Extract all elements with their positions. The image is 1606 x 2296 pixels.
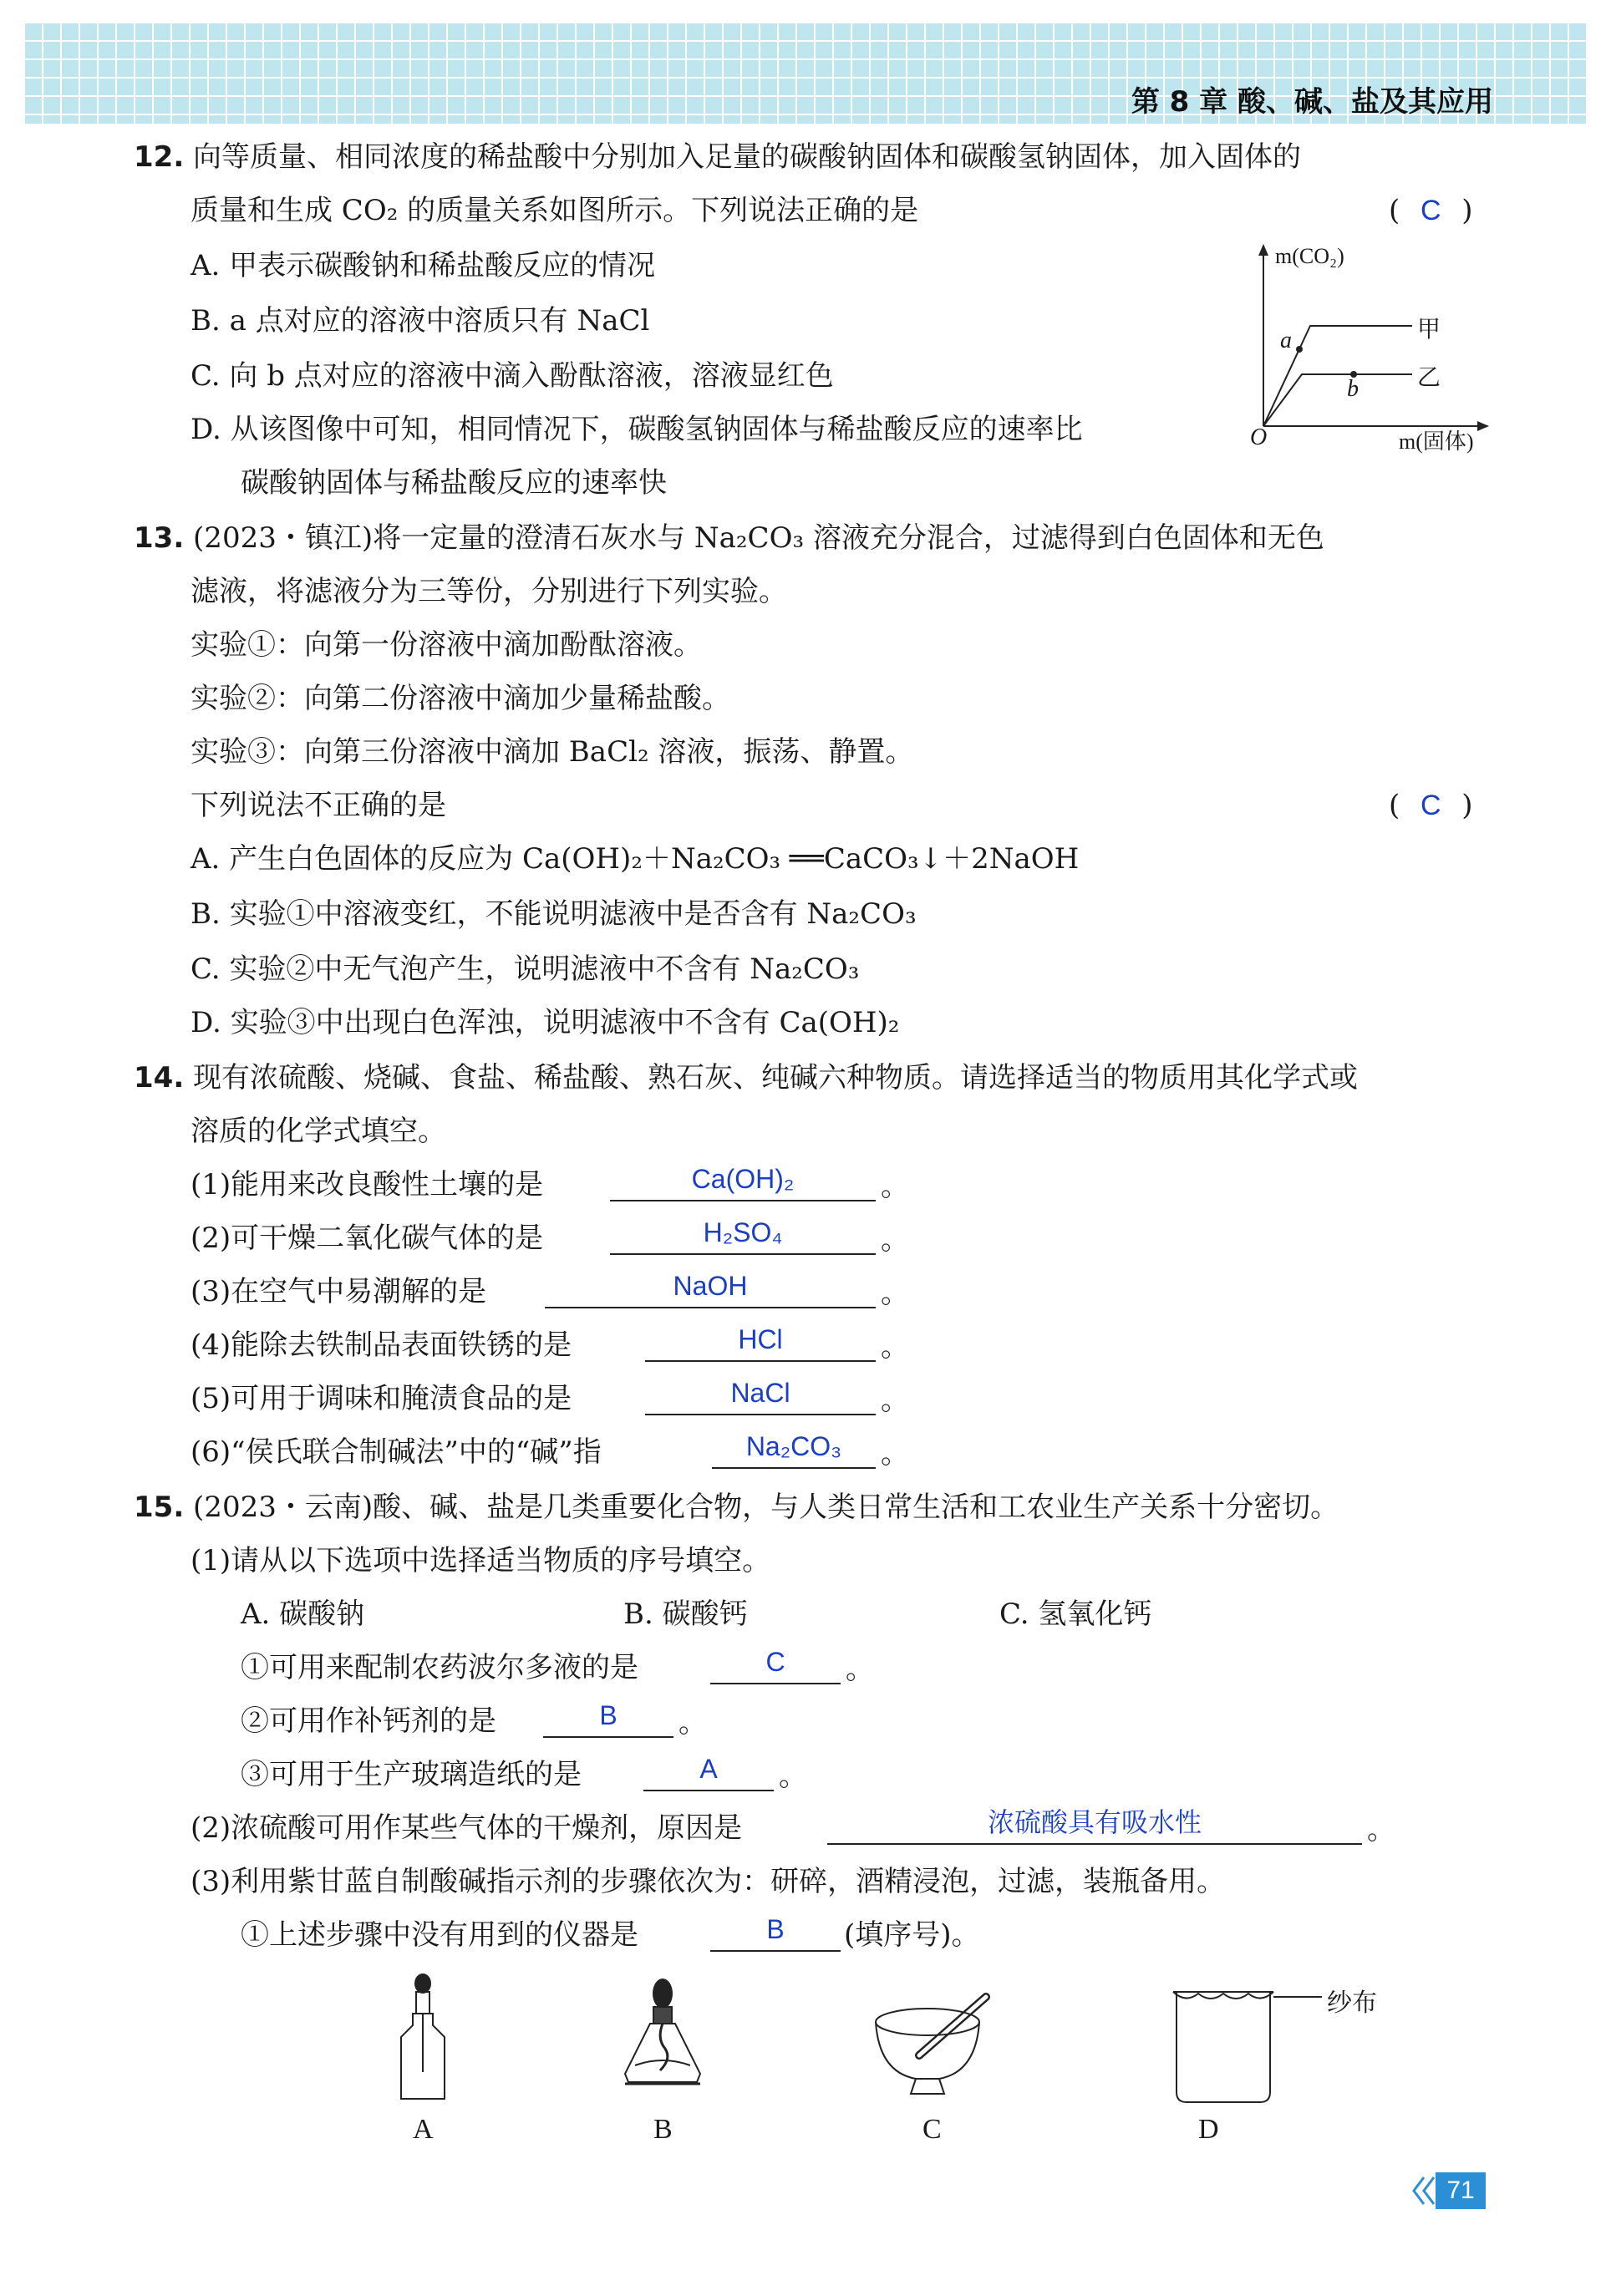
q12-answer: C (1420, 195, 1441, 226)
q12-answer-bracket: ( C ) (1389, 194, 1473, 227)
q15-sub3-period: 。 (779, 1760, 807, 1793)
apparatus-label-b: B (653, 2114, 673, 2145)
apparatus-d-beaker-gauze (1165, 1985, 1282, 2111)
q15-choice-a: A. 碳酸钠 (241, 1598, 365, 1631)
q12-option-b: B. a 点对应的溶液中溶质只有 NaCl (191, 304, 650, 338)
q14-item3: (3)在空气中易潮解的是 (191, 1275, 487, 1308)
apparatus-c-mortar-pestle (869, 1980, 1003, 2106)
q13-stem-line1 (134, 520, 1324, 556)
graph-x-label: m(固体) (1399, 429, 1474, 454)
q14-answer5: NaCl (645, 1377, 876, 1415)
q15-sub1: ①可用来配制农药波尔多液的是 (241, 1651, 638, 1684)
q15-part3: (3)利用紫甘蓝自制酸碱指示剂的步骤依次为：研碎，酒精浸泡，过滤，装瓶备用。 (191, 1865, 1226, 1898)
q15-sub1-answer: C (710, 1646, 841, 1684)
q13-stem2: 滤液，将滤液分为三等份，分别进行下列实验。 (191, 575, 787, 608)
q13-option-a: A. 产生白色固体的反应为 Ca(OH)₂＋Na₂CO₃ ══CaCO₃↓＋2NaOH (191, 842, 1080, 876)
apparatus-b-alcohol-lamp (617, 1972, 709, 2106)
q12-stem1: 向等质量、相同浓度的稀盐酸中分别加入足量的碳酸钠固体和碳酸氢钠固体，加入固体的 (193, 140, 1302, 174)
q14-period2: 。 (881, 1223, 909, 1257)
q15-part2-answer: 浓硫酸具有吸水性 (827, 1806, 1362, 1845)
q12-option-c: C. 向 b 点对应的溶液中滴入酚酞溶液，溶液显红色 (191, 359, 834, 393)
q13-option-b: B. 实验①中溶液变红，不能说明滤液中是否含有 Na₂CO₃ (191, 897, 917, 931)
apparatus-a-dropper-bottle (389, 1972, 456, 2106)
graph-label-a: a (1280, 328, 1292, 353)
q14-period1: 。 (881, 1170, 909, 1203)
line-yi (1263, 374, 1412, 426)
q13-answer-bracket: ( C ) (1389, 789, 1473, 822)
q15-stem: (2023・云南)酸、碱、盐是几类重要化合物，与人类日常生活和工农业生产关系十分密切。 (193, 1491, 1339, 1524)
q14-number: 14. (134, 1061, 185, 1095)
q15-sub3-answer: A (643, 1753, 774, 1791)
q13-answer: C (1420, 790, 1441, 821)
q13-stem1: (2023・镇江)将一定量的澄清石灰水与 Na₂CO₃ 溶液充分混合，过滤得到白色固体和无色 (193, 521, 1324, 555)
q14-period3: 。 (881, 1277, 909, 1310)
q15-sub2-answer: B (543, 1699, 673, 1738)
q13-question: 下列说法不正确的是 (191, 789, 446, 822)
apparatus-label-a: A (413, 2114, 434, 2145)
chapter-title: 第 8 章 酸、碱、盐及其应用 (1131, 85, 1493, 119)
q15-part3-suffix: (填序号)。 (844, 1918, 980, 1952)
graph-y-label: m(CO₂) (1275, 244, 1344, 268)
gauze-label: 纱布 (1327, 1989, 1377, 2017)
graph-label-jia: 甲 (1417, 317, 1441, 343)
q15-part3-answer: B (710, 1913, 841, 1952)
q14-answer2: H₂SO₄ (610, 1217, 876, 1255)
q13-option-d: D. 实验③中出现白色浑浊，说明滤液中不含有 Ca(OH)₂ (191, 1006, 900, 1039)
q14-period6: 。 (881, 1437, 909, 1471)
q13-exp3: 实验③：向第三份溶液中滴加 BaCl₂ 溶液，振荡、静置。 (191, 735, 914, 769)
apparatus-label-d: D (1198, 2114, 1219, 2145)
page-number: 71 (1436, 2172, 1486, 2209)
q12-option-a: A. 甲表示碳酸钠和稀盐酸反应的情况 (191, 249, 656, 282)
q13-exp1: 实验①：向第一份溶液中滴加酚酞溶液。 (191, 628, 702, 662)
q12-number: 12. (134, 140, 185, 174)
q15-sub2-period: 。 (678, 1706, 707, 1740)
point-a (1296, 346, 1303, 353)
q15-part3-q: ①上述步骤中没有用到的仪器是 (241, 1918, 638, 1952)
q14-answer4: HCl (645, 1323, 876, 1362)
q14-stem2: 溶质的化学式填空。 (191, 1115, 446, 1148)
q15-stem-line (134, 1489, 1339, 1526)
gauze-pointer-line (1275, 1995, 1325, 2000)
graph-origin: O (1250, 424, 1268, 450)
q14-period5: 。 (881, 1384, 909, 1417)
q14-answer6: Na₂CO₃ (712, 1430, 876, 1469)
q14-item2: (2)可干燥二氧化碳气体的是 (191, 1222, 544, 1255)
q13-exp2: 实验②：向第二份溶液中滴加少量稀盐酸。 (191, 682, 730, 715)
q13-option-c: C. 实验②中无气泡产生，说明滤液中不含有 Na₂CO₃ (191, 952, 860, 986)
q13-number: 13. (134, 521, 185, 555)
q14-item6: (6)“侯氏联合制碱法”中的“碱”指 (191, 1435, 602, 1469)
q12-stem-line1 (134, 139, 1301, 175)
q14-item1: (1)能用来改良酸性土壤的是 (191, 1168, 544, 1201)
q14-period4: 。 (881, 1330, 909, 1364)
q15-sub2: ②可用作补钙剂的是 (241, 1704, 496, 1738)
q12-stem2: 质量和生成 CO₂ 的质量关系如图所示。下列说法正确的是 (191, 194, 919, 227)
q15-part2: (2)浓硫酸可用作某些气体的干燥剂，原因是 (191, 1811, 743, 1845)
x-axis-arrow (1477, 421, 1489, 431)
q14-answer3: NaOH (545, 1270, 876, 1308)
q15-sub1-period: 。 (846, 1653, 874, 1686)
graph-label-b: b (1347, 376, 1359, 402)
q15-part2-period: 。 (1367, 1813, 1395, 1846)
q14-answer1: Ca(OH)₂ (610, 1163, 876, 1201)
q14-item4: (4)能除去铁制品表面铁锈的是 (191, 1328, 572, 1362)
graph-label-yi: 乙 (1417, 365, 1441, 391)
q15-choice-c: C. 氢氧化钙 (999, 1598, 1152, 1631)
q14-stem1: 现有浓硫酸、烧碱、食盐、稀盐酸、熟石灰、纯碱六种物质。请选择适当的物质用其化学式或 (193, 1061, 1359, 1095)
q15-number: 15. (134, 1491, 185, 1524)
q14-item5: (5)可用于调味和腌渍食品的是 (191, 1382, 572, 1415)
q12-option-d: D. 从该图像中可知，相同情况下，碳酸氢钠固体与稀盐酸反应的速率比 (191, 413, 1083, 446)
q14-stem-line1 (134, 1059, 1358, 1096)
apparatus-label-c: C (922, 2114, 942, 2145)
q12-option-d-cont: 碳酸钠固体与稀盐酸反应的速率快 (241, 466, 667, 500)
q15-sub3: ③可用于生产玻璃造纸的是 (241, 1758, 582, 1791)
page-chevrons-icon (1412, 2176, 1437, 2206)
q15-part1: (1)请从以下选项中选择适当物质的序号填空。 (191, 1544, 771, 1577)
q15-choice-b: B. 碳酸钙 (623, 1598, 748, 1631)
y-axis-arrow (1258, 244, 1268, 256)
